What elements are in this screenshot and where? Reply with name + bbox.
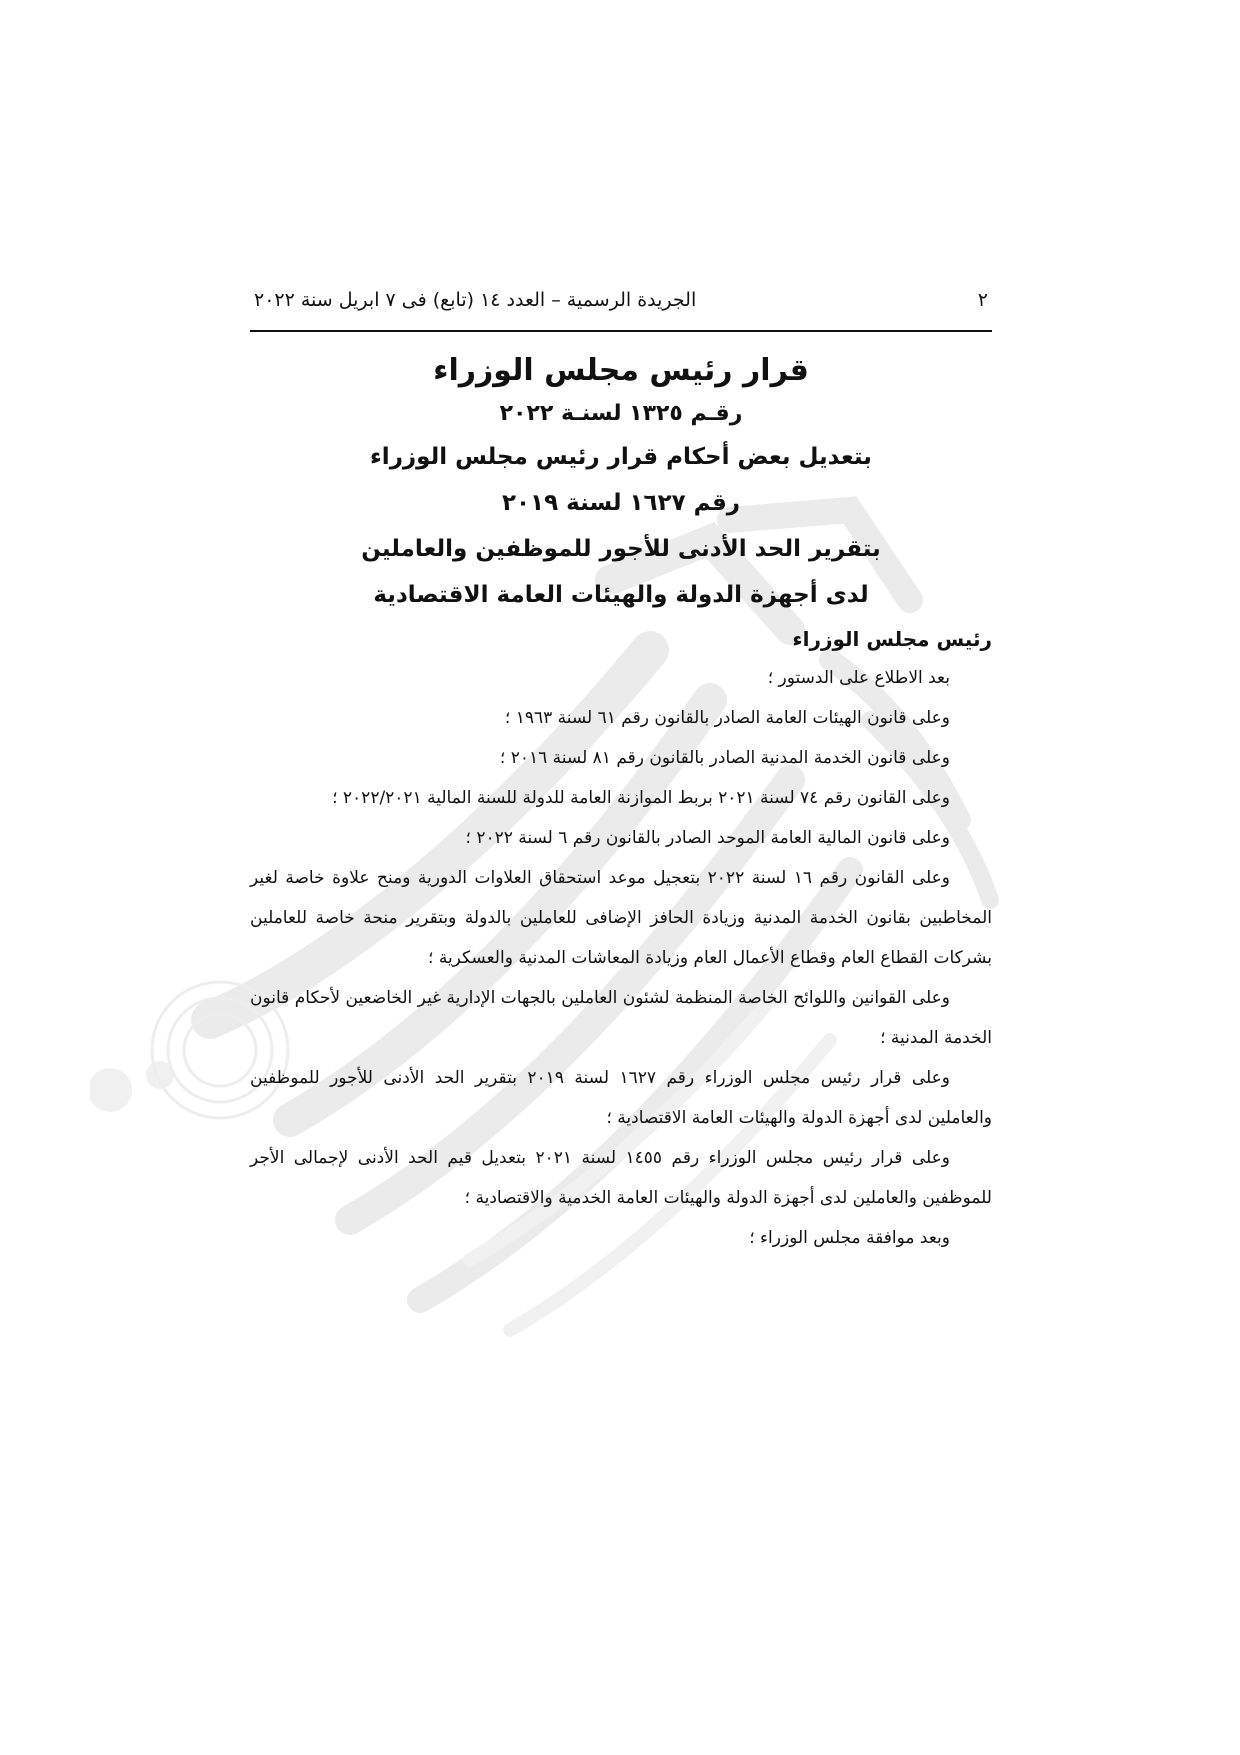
- decree-subject-line-4: لدى أجهزة الدولة والهيئات العامة الاقتصادية: [373, 582, 869, 608]
- decree-subject-line-1: بتعديل بعض أحكام قرار رئيس مجلس الوزراء: [370, 444, 872, 470]
- preamble-clause: وعلى القانون رقم ٧٤ لسنة ٢٠٢١ بربط الموازنة العامة للدولة للسنة المالية ٢٠٢٢/٢٠٢١ ؛: [332, 788, 950, 808]
- running-header: [250, 286, 992, 314]
- document-body: [250, 286, 992, 1258]
- issuer-heading: رئيس مجلس الوزراء: [792, 627, 992, 651]
- running-title: الجريدة الرسمية – العدد ١٤ (تابع) فى ٧ ابريل سنة ٢٠٢٢: [254, 289, 697, 311]
- preamble-clause: وعلى قانون الهيئات العامة الصادر بالقانون رقم ٦١ لسنة ١٩٦٣ ؛: [504, 708, 950, 728]
- decree-title-block: [250, 348, 992, 618]
- header-divider: [250, 330, 992, 332]
- page-number: ٢: [977, 289, 988, 311]
- preamble-clause: وعلى قرار رئيس مجلس الوزراء رقم ١٤٥٥ لسنة ٢٠٢١ بتعديل قيم الحد الأدنى لإجمالى الأجر للموظفين والعاملين لدى أجهزة الدولة والهيئات العامة الخدمية والاقتصادية ؛: [250, 1148, 992, 1208]
- preamble-clause: وعلى قانون المالية العامة الموحد الصادر بالقانون رقم ٦ لسنة ٢٠٢٢ ؛: [465, 828, 950, 848]
- preamble-clause: وبعد موافقة مجلس الوزراء ؛: [749, 1228, 950, 1248]
- preamble-clause: وعلى قرار رئيس مجلس الوزراء رقم ١٦٢٧ لسنة ٢٠١٩ بتقرير الحد الأدنى للأجور للموظفين والعاملين لدى أجهزة الدولة والهيئات العامة الاقتصادية ؛: [250, 1068, 992, 1128]
- decree-number: رقـم ١٣٢٥ لسنـة ٢٠٢٢: [499, 401, 743, 426]
- decree-title: قرار رئيس مجلس الوزراء: [433, 353, 809, 388]
- preamble-clause: بعد الاطلاع على الدستور ؛: [767, 668, 950, 688]
- preamble-clause: وعلى القوانين واللوائح الخاصة المنظمة لشئون العاملين بالجهات الإدارية غير الخاضعين لأحكام قانون الخدمة المدنية ؛: [250, 988, 992, 1048]
- preamble-clause: وعلى القانون رقم ١٦ لسنة ٢٠٢٢ بتعجيل موعد استحقاق العلاوات الدورية ومنح علاوة خاصة لغير المخاطبين بقانون الخدمة المدنية وزيادة الحافز الإضافى للعاملين بالدولة وبتقرير منحة خاصة للعاملين بشركات القطاع العام وقطاع الأعمال العام وزيادة المعاشات المدنية والعسكرية ؛: [250, 868, 992, 968]
- decree-subject-line-2: رقم ١٦٢٧ لسنة ٢٠١٩: [501, 490, 741, 516]
- preamble-clause: وعلى قانون الخدمة المدنية الصادر بالقانون رقم ٨١ لسنة ٢٠١٦ ؛: [499, 748, 950, 768]
- decree-subject-line-3: بتقرير الحد الأدنى للأجور للموظفين والعاملين: [361, 536, 881, 562]
